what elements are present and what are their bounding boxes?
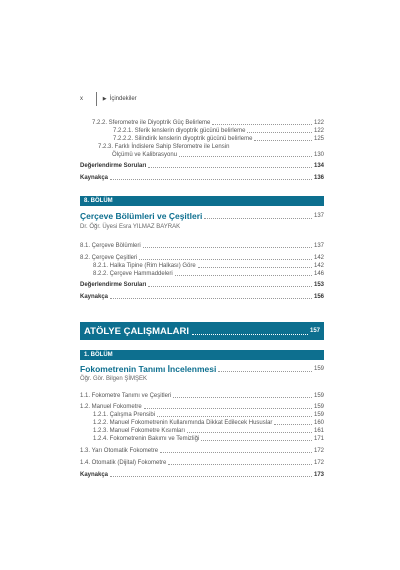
toc-entry-title[interactable]: 7.2.3. Farklı İndislere Sahip Sferometre ile Lensin — [98, 144, 230, 150]
toc-entry[interactable]: 1.1. Fokometre Tanımı ve Çeşitleri 159 — [80, 393, 324, 399]
toc-entry-references[interactable]: Kaynakça 136 — [80, 175, 324, 181]
vertical-rule — [96, 92, 97, 106]
chapter-title[interactable]: Fokometrenin Tanımı İncelenmesi 159 — [80, 364, 324, 374]
toc-entry[interactable]: Ölçümü ve Kalibrasyonu 130 — [112, 152, 324, 158]
toc-entry-questions[interactable]: Değerlendirme Soruları 134 — [80, 163, 324, 169]
toc-entry[interactable]: 1.2. Manuel Fokometre 159 — [80, 404, 324, 410]
chapter-title[interactable]: Çerçeve Bölümleri ve Çeşitleri 137 — [80, 211, 324, 221]
toc-entry[interactable]: 8.2.2. Çerçeve Hammaddeleri 146 — [93, 271, 324, 277]
toc-entry-references[interactable]: Kaynakça 173 — [80, 472, 324, 478]
workshop-banner[interactable]: ATÖLYE ÇALIŞMALARI 157 — [80, 322, 324, 340]
toc-entry[interactable]: 1.2.3. Manuel Fokometre Kısımları 161 — [93, 428, 324, 434]
toc-entry-references[interactable]: Kaynakça 156 — [80, 294, 324, 300]
toc-entry[interactable]: 1.2.2. Manuel Fokometrenin Kullanımında Dikkat Edilecek Hususlar 160 — [93, 420, 324, 426]
toc-entry[interactable]: 1.3. Yarı Otomatik Fokometre 172 — [80, 448, 324, 454]
toc-entry-questions[interactable]: Değerlendirme Soruları 153 — [80, 282, 324, 288]
toc-entry[interactable]: 7.2.2. Sferometre ile Diyoptrik Güç Belirleme 122 — [92, 120, 324, 126]
chapter-author: Dr. Öğr. Üyesi Esra YILMAZ BAYRAK — [80, 224, 181, 230]
toc-entry[interactable]: 8.2.1. Halka Tipine (Rim Halkası) Göre 142 — [93, 263, 324, 269]
triangle-right-icon: ▶ — [102, 96, 107, 102]
toc-entry[interactable]: 1.2.1. Çalışma Prensibi 159 — [93, 412, 324, 418]
toc-entry[interactable]: 1.4. Otomatik (Dijital) Fokometre 172 — [80, 460, 324, 466]
running-head — [80, 92, 137, 106]
chapter-label-bar: 1. BÖLÜM — [80, 350, 324, 360]
chapter-author: Öğr. Gör. Bilgen ŞİMŞEK — [80, 376, 148, 382]
toc-entry[interactable]: 8.2. Çerçeve Çeşitleri 142 — [80, 255, 324, 261]
toc-entry[interactable]: 8.1. Çerçeve Bölümleri 137 — [80, 243, 324, 249]
running-title: İçindekiler — [109, 96, 137, 102]
toc-entry[interactable]: 7.2.2.1. Sferik lenslerin diyoptrik gücünü belirleme 122 — [113, 128, 324, 134]
toc-entry[interactable]: 1.2.4. Fokometrenin Bakımı ve Temizliği 171 — [93, 436, 324, 442]
page-number: x — [80, 96, 83, 102]
chapter-label-bar: 8. BÖLÜM — [80, 196, 324, 206]
toc-entry[interactable]: 7.2.2.2. Silindirik lenslerin diyoptrik gücünü belirleme 125 — [113, 136, 324, 142]
